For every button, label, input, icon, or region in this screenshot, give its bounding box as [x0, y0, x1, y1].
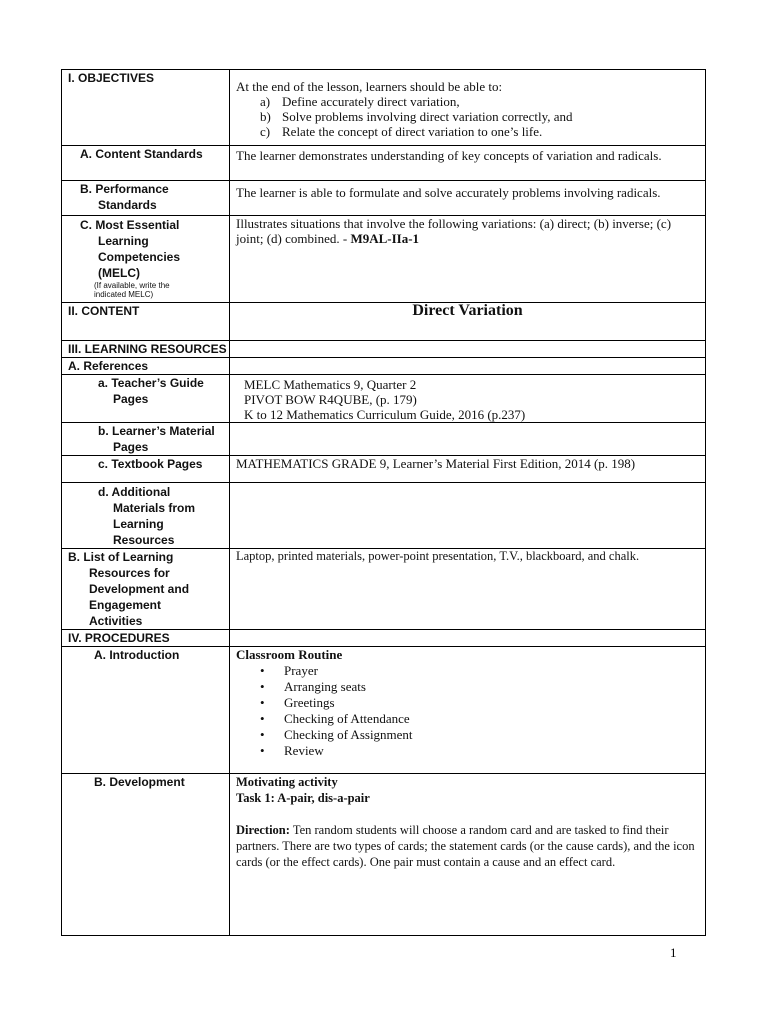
performance-standards-row [62, 181, 706, 216]
reference-line: PIVOT BOW R4QUBE, (p. 179) [244, 392, 417, 407]
list-item: • Review [284, 743, 699, 759]
introduction-row [62, 647, 706, 774]
additional-materials-text [230, 483, 706, 549]
melc-text: Illustrates situations that involve the following variations: (a) direct; (b) inverse; (c) joint; (d) combined. - M9AL-IIa-1 [236, 216, 672, 246]
development-row [62, 774, 706, 936]
resources-list-label: B. List of Learning Resources for Development and Engagement Activities [68, 550, 190, 628]
development-label: B. Development [94, 775, 185, 789]
objectives-list [236, 94, 699, 139]
melc-note: (If available, write the [94, 281, 170, 290]
routine-heading: Classroom Routine [236, 647, 343, 662]
melc-code: M9AL-IIa-1 [350, 231, 420, 246]
procedures-label: IV. PROCEDURES [68, 631, 170, 645]
lesson-plan-table [61, 69, 706, 936]
content-standards-row [62, 146, 706, 181]
objectives-row [62, 70, 706, 146]
additional-materials-row [62, 483, 706, 549]
objective-item: c) Relate the concept of direct variation to one’s life. [260, 124, 543, 139]
melc-label: C. Most Essential Learning Competencies (MELC) (If available, write the indicated MELC) [62, 216, 229, 299]
list-item: • Greetings [284, 695, 699, 711]
teachers-guide-row [62, 375, 706, 423]
melc-row [62, 216, 706, 303]
learning-resources-label: III. LEARNING RESOURCES [68, 342, 227, 356]
teachers-guide-refs [240, 375, 699, 422]
reference-line: MELC Mathematics 9, Quarter 2 [244, 377, 417, 392]
resources-list-row [62, 549, 706, 630]
content-standards-text: The learner demonstrates understanding of key concepts of variation and radicals. [236, 148, 662, 163]
procedures-row [62, 630, 706, 647]
page-number: 1 [670, 945, 677, 960]
references-label: A. References [68, 359, 149, 373]
list-item: • Checking of Attendance [284, 711, 699, 727]
task-heading: Task 1: A-pair, dis-a-pair [236, 791, 370, 805]
textbook-text: MATHEMATICS GRADE 9, Learner’s Material First Edition, 2014 (p. 198) [236, 456, 636, 471]
reference-line: K to 12 Mathematics Curriculum Guide, 2016 (p.237) [244, 407, 526, 422]
routine-list [236, 663, 699, 759]
learners-material-label: b. Learner’s Material Pages [98, 424, 215, 454]
resources-list-text: Laptop, printed materials, power-point presentation, T.V., blackboard, and chalk. [236, 549, 640, 563]
direction-paragraph: Direction: Ten random students will choose a random card and are tasked to find their partners. There are two types of cards; the statement cards (or the cause cards), and the icon cards (or the effect cards). One pair must contain a cause and an effect card. [236, 823, 695, 869]
references-row [62, 358, 706, 375]
performance-standards-label: B. Performance Standards [80, 182, 169, 212]
objective-item: a) Define accurately direct variation, [260, 94, 460, 109]
teachers-guide-label: a. Teacher’s Guide Pages [98, 376, 204, 406]
list-item: • Arranging seats [284, 679, 699, 695]
learning-resources-row [62, 341, 706, 358]
list-item: • Prayer [284, 663, 699, 679]
textbook-row [62, 456, 706, 483]
list-item: • Checking of Assignment [284, 727, 699, 743]
objectives-label: I. OBJECTIVES [68, 71, 155, 85]
objectives-cell [230, 70, 706, 146]
learners-material-row [62, 423, 706, 456]
introduction-label: A. Introduction [94, 648, 180, 662]
content-standards-label: A. Content Standards [80, 147, 203, 161]
learners-material-text [230, 423, 706, 456]
additional-materials-label: d. Additional Materials from Learning Resources [98, 485, 196, 547]
lesson-title: Direct Variation [412, 302, 523, 319]
objectives-intro: At the end of the lesson, learners should be able to: [236, 79, 503, 94]
content-label: II. CONTENT [68, 304, 140, 318]
performance-standards-text: The learner is able to formulate and solve accurately problems involving radicals. [236, 185, 661, 200]
objective-item: b) Solve problems involving direct variation correctly, and [260, 109, 573, 124]
motivating-heading: Motivating activity [236, 775, 338, 789]
objectives-label-cell [62, 70, 230, 146]
content-row [62, 303, 706, 341]
textbook-label: c. Textbook Pages [98, 457, 203, 471]
